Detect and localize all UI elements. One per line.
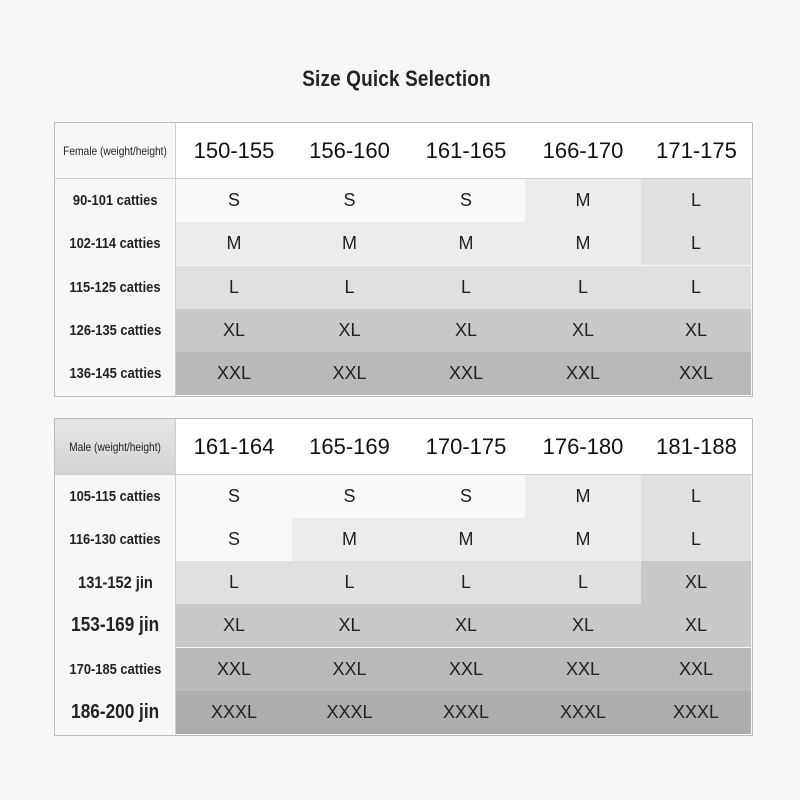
column-header: 166-170 bbox=[542, 137, 624, 163]
size-cell: S bbox=[407, 179, 525, 222]
row-label: 102-114 catties bbox=[69, 235, 161, 252]
size-cell: XXL bbox=[641, 352, 751, 395]
size-cell: XXL bbox=[525, 648, 641, 691]
size-cell: M bbox=[176, 222, 292, 265]
row-label: 115-125 catties bbox=[69, 279, 161, 296]
size-cell: XXL bbox=[641, 648, 751, 691]
size-cell: XXL bbox=[407, 648, 525, 691]
row-label: 153-169 jin bbox=[71, 614, 159, 636]
row-label: 90-101 catties bbox=[72, 192, 158, 209]
size-cell: M bbox=[525, 222, 641, 265]
size-cell: M bbox=[292, 518, 407, 561]
column-header: 161-164 bbox=[193, 433, 275, 459]
female-table-header: Female (weight/height) bbox=[63, 143, 167, 158]
size-cell: L bbox=[407, 561, 525, 604]
size-cell: XXL bbox=[292, 352, 407, 395]
male-table-header: Male (weight/height) bbox=[55, 419, 175, 474]
size-cell: L bbox=[292, 561, 407, 604]
size-cell: XXXL bbox=[407, 691, 525, 734]
row-label: 131-152 jin bbox=[77, 572, 153, 592]
size-cell: XXXL bbox=[176, 691, 292, 734]
size-cell: XL bbox=[292, 604, 407, 647]
size-cell: XL bbox=[525, 604, 641, 647]
size-cell: S bbox=[176, 518, 292, 561]
size-cell: L bbox=[641, 518, 751, 561]
row-label: 136-145 catties bbox=[69, 365, 161, 382]
size-cell: XXXL bbox=[525, 691, 641, 734]
row-label: 170-185 catties bbox=[69, 661, 161, 678]
size-cell: S bbox=[176, 179, 292, 222]
size-cell: M bbox=[292, 222, 407, 265]
column-header: 161-165 bbox=[425, 137, 507, 163]
size-cell: XL bbox=[407, 604, 525, 647]
size-cell: L bbox=[641, 266, 751, 309]
size-cell: L bbox=[641, 222, 751, 265]
column-header: 170-175 bbox=[425, 433, 507, 459]
size-cell: XL bbox=[525, 309, 641, 352]
size-cell: L bbox=[641, 179, 751, 222]
row-label: 126-135 catties bbox=[69, 322, 161, 339]
column-header: 156-160 bbox=[309, 137, 390, 163]
size-cell: XXL bbox=[176, 352, 292, 395]
row-label: 105-115 catties bbox=[69, 488, 161, 505]
size-cell: XL bbox=[292, 309, 407, 352]
size-cell: M bbox=[525, 179, 641, 222]
size-cell: M bbox=[525, 518, 641, 561]
size-cell: L bbox=[176, 561, 292, 604]
size-cell: XXXL bbox=[641, 691, 751, 734]
size-cell: XL bbox=[176, 309, 292, 352]
size-cell: XXXL bbox=[292, 691, 407, 734]
size-cell: XXL bbox=[525, 352, 641, 395]
size-cell: L bbox=[525, 561, 641, 604]
size-cell: S bbox=[407, 475, 525, 518]
column-header: 181-188 bbox=[656, 433, 737, 459]
page-title: Size Quick Selection bbox=[302, 66, 491, 91]
column-header: 171-175 bbox=[656, 137, 737, 163]
size-cell: XL bbox=[407, 309, 525, 352]
size-cell: L bbox=[407, 266, 525, 309]
size-cell: L bbox=[641, 475, 751, 518]
size-cell: L bbox=[525, 266, 641, 309]
column-header: 165-169 bbox=[309, 433, 390, 459]
size-cell: M bbox=[525, 475, 641, 518]
row-label: 116-130 catties bbox=[69, 531, 161, 548]
size-cell: XXL bbox=[407, 352, 525, 395]
size-cell: L bbox=[176, 266, 292, 309]
row-label: 186-200 jin bbox=[71, 701, 159, 723]
size-cell: M bbox=[407, 518, 525, 561]
size-cell: S bbox=[292, 475, 407, 518]
size-cell: M bbox=[407, 222, 525, 265]
female-size-table bbox=[54, 122, 753, 397]
size-cell: L bbox=[292, 266, 407, 309]
size-cell: XL bbox=[641, 604, 751, 647]
size-cell: XL bbox=[641, 309, 751, 352]
size-cell: S bbox=[292, 179, 407, 222]
size-cell: XL bbox=[641, 561, 751, 604]
male-size-table bbox=[54, 418, 753, 736]
size-cell: XL bbox=[176, 604, 292, 647]
size-cell: S bbox=[176, 475, 292, 518]
size-cell: XXL bbox=[292, 648, 407, 691]
size-cell: XXL bbox=[176, 648, 292, 691]
column-header: 150-155 bbox=[193, 137, 275, 163]
column-header: 176-180 bbox=[542, 433, 624, 459]
